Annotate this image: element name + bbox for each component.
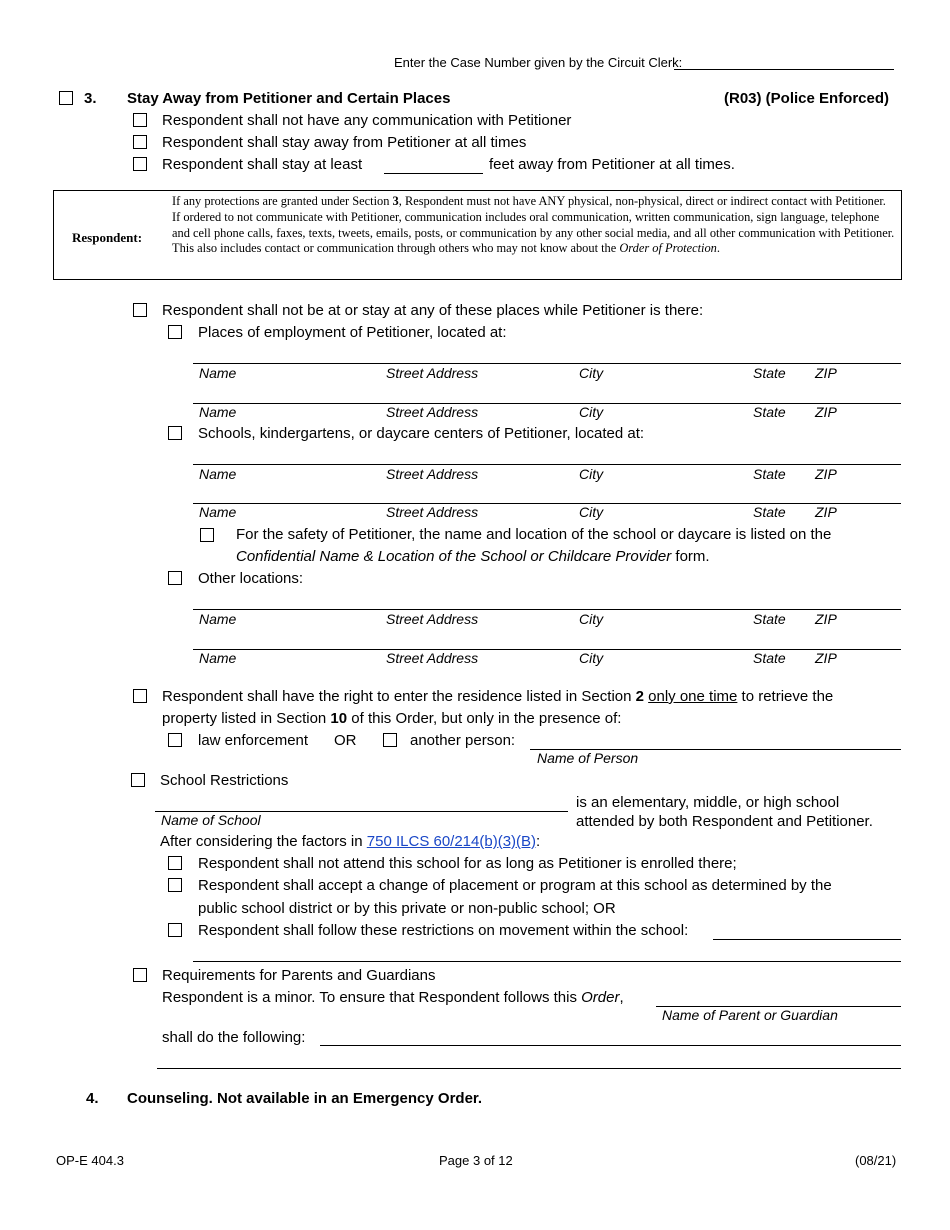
schools-checkbox[interactable]	[168, 426, 182, 440]
col-zip: ZIP	[815, 611, 837, 627]
distance-label-suffix: feet away from Petitioner at all times.	[489, 156, 735, 173]
notice-text-section: 3	[392, 194, 399, 208]
confidential-form-suffix: form.	[671, 548, 710, 565]
employment-checkbox[interactable]	[168, 325, 182, 339]
residence-line2-a: property listed in Section	[162, 710, 331, 727]
parents-line1-b: ,	[619, 989, 624, 1006]
notice-text-order: Order of Protection	[619, 241, 717, 256]
residence-line2-c: of this Order, but only in the presence of:	[347, 710, 622, 727]
factors-line	[160, 833, 540, 850]
col-state: State	[753, 365, 786, 381]
law-enforcement-checkbox[interactable]	[168, 733, 182, 747]
residence-section-10: 10	[330, 710, 348, 727]
col-city: City	[579, 466, 604, 482]
shall-do-field-2[interactable]	[157, 1068, 901, 1069]
name-of-school-caption: Name of School	[161, 812, 261, 828]
distance-feet-field[interactable]	[384, 173, 483, 174]
col-name: Name	[199, 504, 237, 520]
shall-do-label: shall do the following:	[162, 1029, 306, 1046]
residence-line1	[162, 688, 833, 705]
col-name: Name	[199, 611, 237, 627]
col-zip: ZIP	[815, 466, 837, 482]
col-state: State	[753, 466, 786, 482]
case-number-label: Enter the Case Number given by the Circuit Clerk:	[394, 55, 683, 70]
residence-checkbox[interactable]	[133, 689, 147, 703]
employment-label: Places of employment of Petitioner, located at:	[198, 324, 507, 341]
change-placement-line1: Respondent shall accept a change of placement or program at this school as determined by the	[198, 877, 832, 894]
col-city: City	[579, 504, 604, 520]
other-locations-checkbox[interactable]	[168, 571, 182, 585]
col-name: Name	[199, 404, 237, 420]
col-zip: ZIP	[815, 404, 837, 420]
notice-text-part2: , Respondent must not have ANY physical, non-physical, direct or indirect contact with Petitioner. If ordered to not communicate with Petitioner, communication includes oral communication, written communication, sign language, telephone and cell phone calls, faxes, texts, tweets, emails, posts, or communication by any other social media, and all other communication with Petitioner. This also includes contact or communication through others who may not know about the	[172, 194, 895, 256]
col-street: Street Address	[386, 365, 479, 381]
col-street: Street Address	[386, 504, 479, 520]
parent-name-caption: Name of Parent or Guardian	[662, 1007, 838, 1023]
notice-text-part1: If any protections are granted under Section	[172, 194, 393, 208]
stay-away-checkbox[interactable]	[133, 135, 147, 149]
notice-label: Respondent:	[72, 230, 143, 245]
is-school-line1: is an elementary, middle, or high school	[576, 794, 840, 811]
footer-page: Page 3 of 12	[439, 1153, 513, 1168]
section4-title: Counseling. Not available in an Emergency Order.	[127, 1090, 483, 1107]
col-state: State	[753, 650, 786, 666]
col-state: State	[753, 611, 786, 627]
other-locations-label: Other locations:	[198, 570, 304, 587]
footer-date: (08/21)	[855, 1153, 897, 1168]
is-school-line2: attended by both Respondent and Petitioner.	[576, 813, 873, 830]
col-street: Street Address	[386, 404, 479, 420]
residence-only-one-time: only one time	[648, 688, 738, 705]
school-restrictions-checkbox[interactable]	[131, 773, 145, 787]
col-street: Street Address	[386, 466, 479, 482]
employment-row2-line[interactable]	[193, 403, 901, 404]
col-street: Street Address	[386, 650, 479, 666]
col-city: City	[579, 650, 604, 666]
notice-text	[172, 194, 896, 257]
col-state: State	[753, 504, 786, 520]
no-communication-label: Respondent shall not have any communication with Petitioner	[162, 112, 572, 129]
confidential-line1: For the safety of Petitioner, the name and location of the school or daycare is listed on the	[236, 526, 832, 543]
section3-checkbox[interactable]	[59, 91, 73, 105]
col-street: Street Address	[386, 611, 479, 627]
col-zip: ZIP	[815, 504, 837, 520]
residence-line2	[162, 710, 621, 727]
name-of-person-caption: Name of Person	[537, 750, 639, 766]
another-person-checkbox[interactable]	[383, 733, 397, 747]
parents-label: Requirements for Parents and Guardians	[162, 967, 436, 984]
change-placement-line2: public school district or by this private or non-public school; OR	[198, 900, 616, 917]
factors-suffix: :	[536, 833, 541, 850]
col-name: Name	[199, 466, 237, 482]
residence-line1-d: to retrieve the	[737, 688, 834, 705]
schools-row1-line[interactable]	[193, 464, 901, 465]
parents-checkbox[interactable]	[133, 968, 147, 982]
parents-line1	[162, 989, 624, 1006]
school-restrictions-label: School Restrictions	[160, 772, 289, 789]
section3-number: 3.	[84, 90, 97, 107]
confidential-form-name: Confidential Name & Location of the School or Childcare Provider	[236, 548, 672, 565]
employment-row1-line[interactable]	[193, 363, 901, 364]
section3-code: (R03) (Police Enforced)	[724, 90, 890, 107]
statute-link[interactable]: 750 ILCS 60/214(b)(3)(B)	[366, 833, 537, 850]
other-row2-line[interactable]	[193, 649, 901, 650]
other-row1-line[interactable]	[193, 609, 901, 610]
movement-restrictions-label: Respondent shall follow these restrictions on movement within the school:	[198, 922, 689, 939]
movement-restrictions-field[interactable]	[713, 939, 901, 940]
case-number-field[interactable]	[674, 69, 894, 70]
confidential-line2	[236, 548, 710, 565]
col-zip: ZIP	[815, 365, 837, 381]
col-city: City	[579, 365, 604, 381]
residence-line1-a: Respondent shall have the right to enter the residence listed in Section	[162, 688, 636, 705]
schools-row2-line[interactable]	[193, 503, 901, 504]
movement-restrictions-field-2[interactable]	[193, 961, 901, 962]
notice-text-part3: .	[716, 241, 720, 256]
shall-do-field[interactable]	[320, 1045, 901, 1046]
footer-form-id: OP-E 404.3	[56, 1153, 124, 1168]
col-state: State	[753, 404, 786, 420]
or-label: OR	[334, 732, 357, 749]
change-placement-checkbox[interactable]	[168, 878, 182, 892]
factors-prefix: After considering the factors in	[160, 833, 367, 850]
not-attend-checkbox[interactable]	[168, 856, 182, 870]
distance-checkbox[interactable]	[133, 157, 147, 171]
stay-away-label: Respondent shall stay away from Petitioner at all times	[162, 134, 527, 151]
col-city: City	[579, 611, 604, 627]
col-name: Name	[199, 365, 237, 381]
no-communication-checkbox[interactable]	[133, 113, 147, 127]
col-city: City	[579, 404, 604, 420]
residence-section-2: 2	[635, 688, 644, 705]
section4-number: 4.	[86, 1090, 99, 1107]
col-zip: ZIP	[815, 650, 837, 666]
parents-line1-a: Respondent is a minor. To ensure that Respondent follows this	[162, 989, 582, 1006]
schools-label: Schools, kindergartens, or daycare centers of Petitioner, located at:	[198, 425, 645, 442]
not-attend-label: Respondent shall not attend this school for as long as Petitioner is enrolled there;	[198, 855, 737, 872]
confidential-checkbox[interactable]	[200, 528, 214, 542]
law-enforcement-label: law enforcement	[198, 732, 309, 749]
movement-restrictions-checkbox[interactable]	[168, 923, 182, 937]
col-name: Name	[199, 650, 237, 666]
parents-order: Order	[581, 989, 620, 1006]
section3-title: Stay Away from Petitioner and Certain Places	[127, 90, 451, 107]
places-intro: Respondent shall not be at or stay at any of these places while Petitioner is there:	[162, 302, 704, 319]
places-checkbox[interactable]	[133, 303, 147, 317]
distance-label-prefix: Respondent shall stay at least	[162, 156, 363, 173]
another-person-label: another person:	[410, 732, 516, 749]
